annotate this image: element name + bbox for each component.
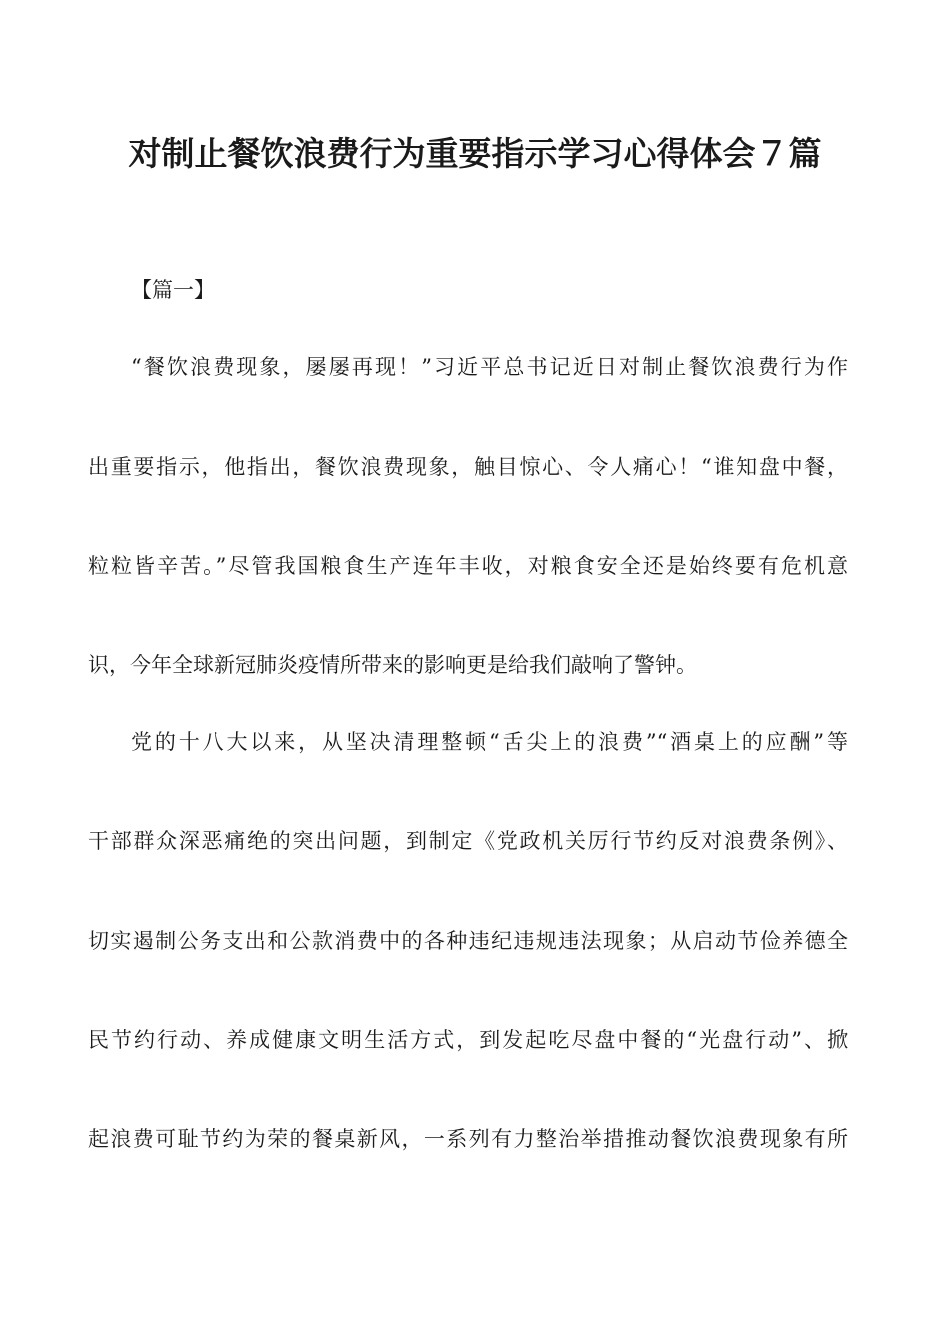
paragraph-line: 切实遏制公务支出和公款消费中的各种违纪违规违法现象；从启动节俭养德全 xyxy=(88,929,848,953)
paragraph-line: 党的十八大以来，从坚决清理整顿“舌尖上的浪费”“酒桌上的应酬”等 xyxy=(131,730,848,754)
document-title: 对制止餐饮浪费行为重要指示学习心得体会７篇 xyxy=(128,134,822,173)
paragraph-line: 起浪费可耻节约为荣的餐桌新风，一系列有力整治举措推动餐饮浪费现象有所 xyxy=(88,1127,848,1151)
paragraph-line: 干部群众深恶痛绝的突出问题，到制定《党政机关厉行节约反对浪费条例》、 xyxy=(88,829,848,853)
paragraph-line: “餐饮浪费现象，屡屡再现！”习近平总书记近日对制止餐饮浪费行为作 xyxy=(131,355,848,379)
section-label: 【篇一】 xyxy=(131,278,215,302)
paragraph-line: 粒粒皆辛苦。”尽管我国粮食生产连年丰收，对粮食安全还是始终要有危机意 xyxy=(88,554,848,578)
paragraph-line: 民节约行动、养成健康文明生活方式，到发起吃尽盘中餐的“光盘行动”、掀 xyxy=(88,1028,848,1052)
paragraph-line: 出重要指示，他指出，餐饮浪费现象，触目惊心、令人痛心！“谁知盘中餐， xyxy=(88,455,848,479)
paragraph-line: 识，今年全球新冠肺炎疫情所带来的影响更是给我们敲响了警钟。 xyxy=(88,653,697,677)
